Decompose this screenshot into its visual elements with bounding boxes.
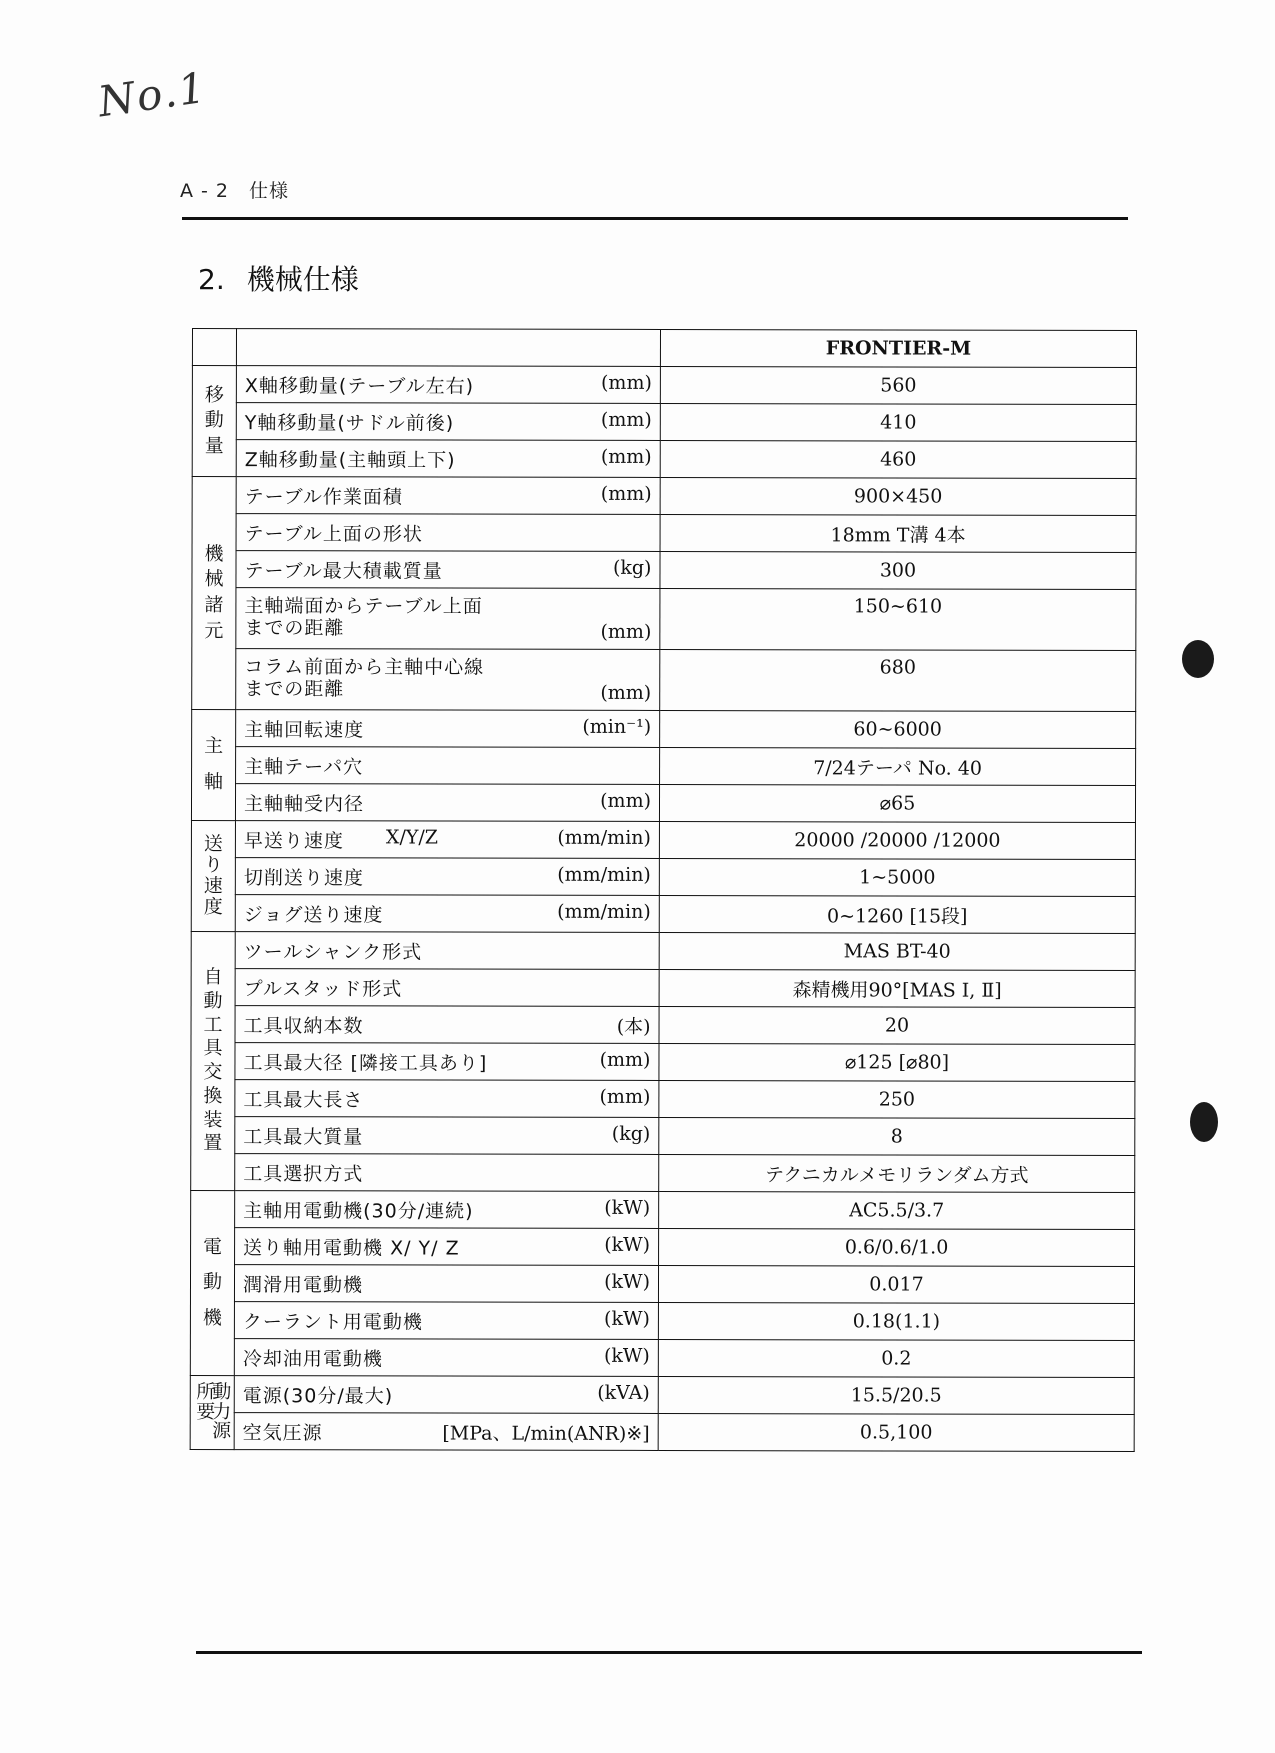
group-label-spindle: 主 軸 — [191, 710, 235, 821]
title-text: 機械仕様 — [246, 263, 359, 296]
group-label-power-source: 所要動力源 — [190, 1375, 234, 1449]
title-number: 2. — [198, 263, 225, 296]
group-label-travel: 移 動 量 — [192, 366, 236, 477]
table-row — [192, 477, 1136, 516]
table-row — [191, 931, 1135, 970]
spec-value: 150~610 — [660, 588, 1136, 650]
table-row — [191, 1153, 1135, 1192]
table-row — [190, 1412, 1134, 1451]
table-row — [190, 1301, 1134, 1340]
spec-value: 8 — [659, 1117, 1135, 1155]
punch-hole — [1182, 640, 1214, 678]
spec-value: 900×450 — [660, 477, 1136, 515]
spec-item: 電源(30分/最大) (kVA) — [234, 1376, 658, 1414]
table-row — [191, 1116, 1135, 1155]
spec-value: 20 — [659, 1006, 1135, 1044]
table-row — [191, 968, 1135, 1007]
table-row — [192, 588, 1136, 651]
spec-item: ツールシャンク形式 — [235, 932, 659, 970]
spec-value: MAS BT-40 — [659, 932, 1135, 970]
spec-item: 工具最大径 [隣接工具あり] (mm) — [235, 1043, 659, 1081]
spec-value: 0~1260 [15段] — [659, 895, 1135, 933]
spec-value: 300 — [660, 551, 1136, 589]
table-row — [191, 1190, 1135, 1229]
spec-item: 主軸軸受内径 (mm) — [235, 784, 659, 822]
table-row — [191, 1042, 1135, 1081]
spec-item: 早送り速度 X/Y/Z (mm/min) — [235, 821, 659, 859]
spec-value: 460 — [660, 440, 1136, 478]
spec-item: 工具最大質量 (kg) — [235, 1117, 659, 1155]
table-row — [191, 894, 1135, 933]
spec-value: 7/24テーパ No. 40 — [660, 747, 1136, 785]
spec-item: 工具最大長さ (mm) — [235, 1080, 659, 1118]
spec-value: AC5.5/3.7 — [659, 1191, 1135, 1229]
punch-hole — [1190, 1102, 1218, 1142]
footer-rule — [196, 1651, 1142, 1654]
spec-value: 250 — [659, 1080, 1135, 1118]
table-row — [192, 440, 1136, 479]
spec-value: 60~6000 — [660, 710, 1136, 748]
table-row — [191, 857, 1135, 896]
group-label-atc: 自 動 工 具 交 換 装 置 — [191, 931, 236, 1190]
table-row — [190, 1338, 1134, 1377]
spec-item: X軸移動量(テーブル左右) (mm) — [236, 366, 660, 404]
table-row — [191, 1227, 1135, 1266]
spec-value: ⌀125 [⌀80] — [659, 1043, 1135, 1081]
spec-item: テーブル最大積載質量 (kg) — [236, 551, 660, 589]
table-row — [190, 1264, 1134, 1303]
spec-item: Z軸移動量(主軸頭上下) (mm) — [236, 440, 660, 478]
group-label-motors: 電 動 機 — [190, 1190, 234, 1375]
header-empty-group — [192, 329, 236, 366]
spec-value: 0.017 — [658, 1265, 1134, 1303]
spec-item: 切削送り速度 (mm/min) — [235, 858, 659, 896]
spec-item: 主軸用電動機(30分/連続) (kW) — [235, 1191, 659, 1229]
spec-value: 20000 /20000 /12000 — [659, 821, 1135, 859]
spec-value: 410 — [660, 403, 1136, 441]
group-label-feed-rate: 送 り 速 度 — [191, 820, 235, 931]
table-row — [192, 649, 1136, 712]
spec-value: 680 — [660, 649, 1136, 711]
table-row — [192, 366, 1136, 405]
model-header: FRONTIER-M — [660, 329, 1136, 367]
spec-item: 冷却油用電動機 (kW) — [234, 1339, 658, 1377]
spec-item: 主軸回転速度 (min⁻¹) — [236, 710, 660, 748]
table-row — [191, 784, 1135, 823]
table-row — [191, 1079, 1135, 1118]
table-row — [192, 403, 1136, 442]
table-row — [192, 747, 1136, 786]
spec-item: 主軸端面からテーブル上面 までの距離 (mm) — [236, 588, 660, 650]
spec-value: ⌀65 — [659, 784, 1135, 822]
spec-item: クーラント用電動機 (kW) — [234, 1302, 658, 1340]
spec-value: 1~5000 — [659, 858, 1135, 896]
spec-item: Y軸移動量(サドル前後) (mm) — [236, 403, 660, 441]
handwritten-note: No.1 — [95, 62, 211, 127]
table-row — [190, 1375, 1134, 1414]
section-label: A - 2 仕様 — [180, 180, 290, 202]
spec-item: テーブル作業面積 (mm) — [236, 477, 660, 515]
spec-item: テーブル上面の形状 — [236, 514, 660, 552]
header-empty-item — [236, 329, 660, 367]
spec-value: 15.5/20.5 — [658, 1376, 1134, 1414]
spec-value: 0.5,100 — [658, 1413, 1134, 1451]
spec-item: 送り軸用電動機 X/ Y/ Z (kW) — [235, 1228, 659, 1266]
table-row — [192, 710, 1136, 749]
table-row — [192, 551, 1136, 590]
spec-value: 0.6/0.6/1.0 — [659, 1228, 1135, 1266]
spec-item: コラム前面から主軸中心線 までの距離 (mm) — [236, 649, 660, 711]
table-header-row — [192, 329, 1136, 368]
table-row — [192, 514, 1136, 553]
spec-value: 森精機用90°[MAS Ⅰ, Ⅱ] — [659, 969, 1135, 1007]
spec-item: 潤滑用電動機 (kW) — [234, 1265, 658, 1303]
spec-item: 主軸テーパ穴 — [236, 747, 660, 785]
table-row — [191, 1005, 1135, 1044]
spec-value: 0.18(1.1) — [658, 1302, 1134, 1340]
spec-value: 560 — [660, 366, 1136, 404]
group-label-machine-specs: 機 械 諸 元 — [192, 477, 236, 710]
spec-value: テクニカルメモリランダム方式 — [659, 1154, 1135, 1192]
spec-value: 18mm T溝 4本 — [660, 514, 1136, 552]
spec-item: プルスタッド形式 — [235, 969, 659, 1007]
page-title — [198, 258, 359, 298]
spec-item: 工具選択方式 — [235, 1154, 659, 1192]
spec-table — [190, 328, 1137, 1452]
spec-item: ジョグ送り速度 (mm/min) — [235, 895, 659, 933]
spec-item: 空気圧源 [MPa、L/min(ANR)※] — [234, 1413, 658, 1451]
header-rule — [182, 217, 1128, 220]
spec-value: 0.2 — [658, 1339, 1134, 1377]
spec-item: 工具収納本数 (本) — [235, 1006, 659, 1044]
table-row — [191, 820, 1135, 859]
